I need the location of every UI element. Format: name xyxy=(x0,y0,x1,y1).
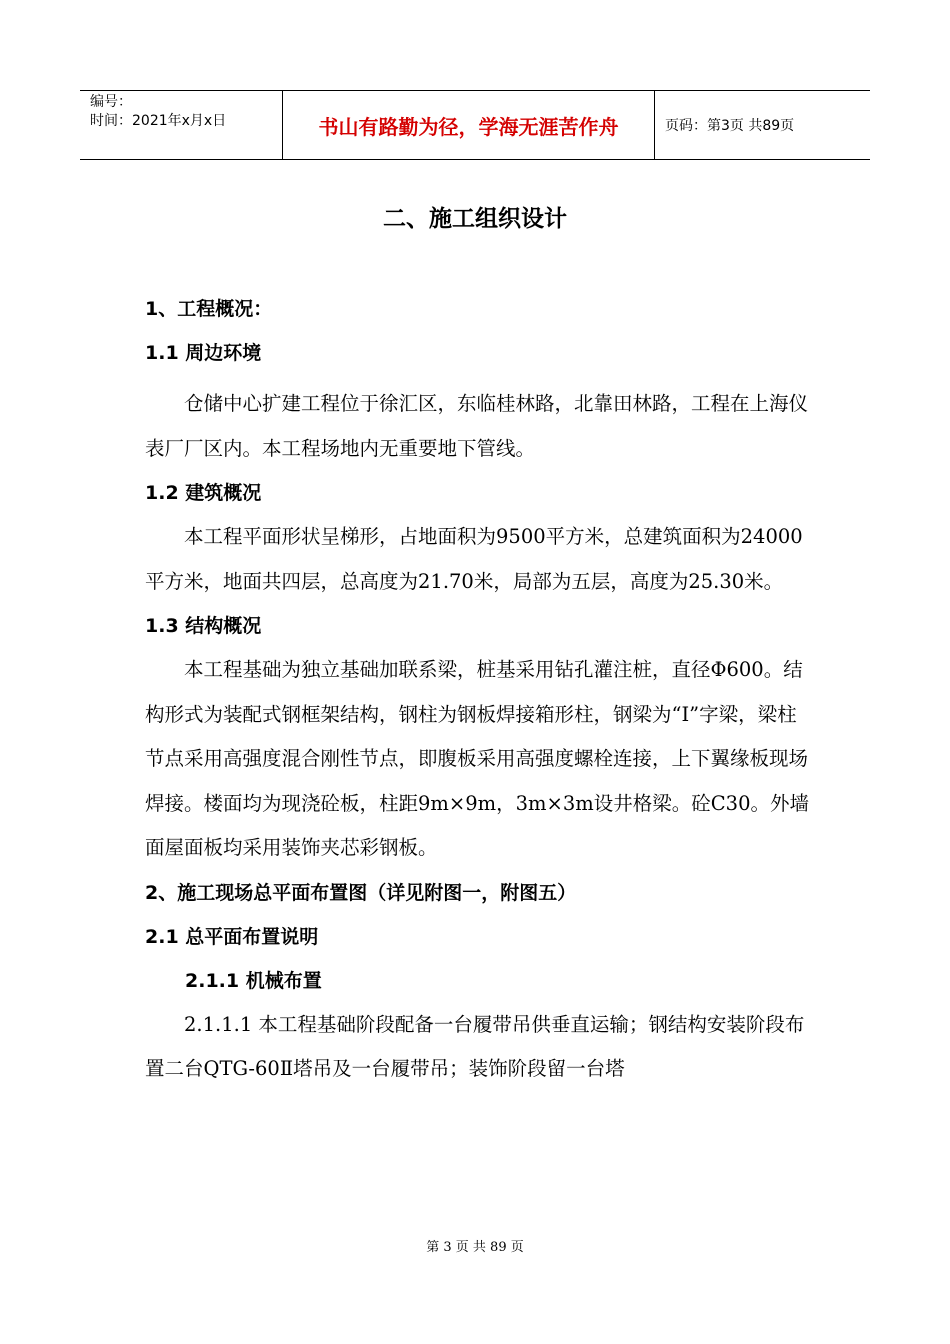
header-motto: 书山有路勤为径，学海无涯苦作舟 xyxy=(282,91,655,159)
paragraph-1-1: 仓储中心扩建工程位于徐汇区，东临桂林路，北靠田林路，工程在上海仪表厂厂区内。本工程场地内无重要地下管线。 xyxy=(145,392,809,460)
heading-2: 2、施工现场总平面布置图（详见附图一，附图五） xyxy=(145,881,577,904)
header-page-number: 页码：第3页 共89页 xyxy=(665,118,795,134)
heading-1-2: 1.2 建筑概况 xyxy=(145,482,262,504)
heading-1-3: 1.3 结构概况 xyxy=(145,615,262,637)
document-body xyxy=(145,290,815,1092)
page-footer: 第 3 页 共 89 页 xyxy=(426,1240,524,1255)
heading-2-1-1: 2.1.1 机械布置 xyxy=(185,969,322,992)
heading-1-1: 1.1 周边环境 xyxy=(145,342,262,364)
doc-date: 时间：2021年x月x日 xyxy=(90,113,227,129)
paragraph-2-1-1-1: 2.1.1.1 本工程基础阶段配备一台履带吊供垂直运输；钢结构安装阶段布置二台QTG-60Ⅱ塔吊及一台履带吊；装饰阶段留一台塔 xyxy=(145,1012,805,1080)
page-title: 二、施工组织设计 xyxy=(383,206,567,232)
heading-1: 1、工程概况： xyxy=(145,298,273,320)
page-header xyxy=(80,90,870,160)
heading-2-1: 2.1 总平面布置说明 xyxy=(145,925,319,948)
paragraph-1-2: 本工程平面形状呈梯形，占地面积为9500平方米，总建筑面积为24000平方米，地面共四层，总高度为21.70米，局部为五层，高度为25.30米。 xyxy=(145,525,803,593)
header-meta xyxy=(80,91,282,159)
doc-number: 编号： xyxy=(90,94,132,110)
paragraph-1-3: 本工程基础为独立基础加联系梁，桩基采用钻孔灌注桩，直径Φ600。结构形式为装配式钢框架结构，钢柱为钢板焊接箱形柱，钢梁为“I”字梁，梁柱节点采用高强度混合刚性节点，即腹板采用高强度螺栓连接，上下翼缘板现场焊接。楼面均为现浇砼板，柱距9m×9m，3m×3m设井格梁。砼C30。外墙面屋面板均采用装饰夹芯彩钢板。 xyxy=(145,658,810,859)
